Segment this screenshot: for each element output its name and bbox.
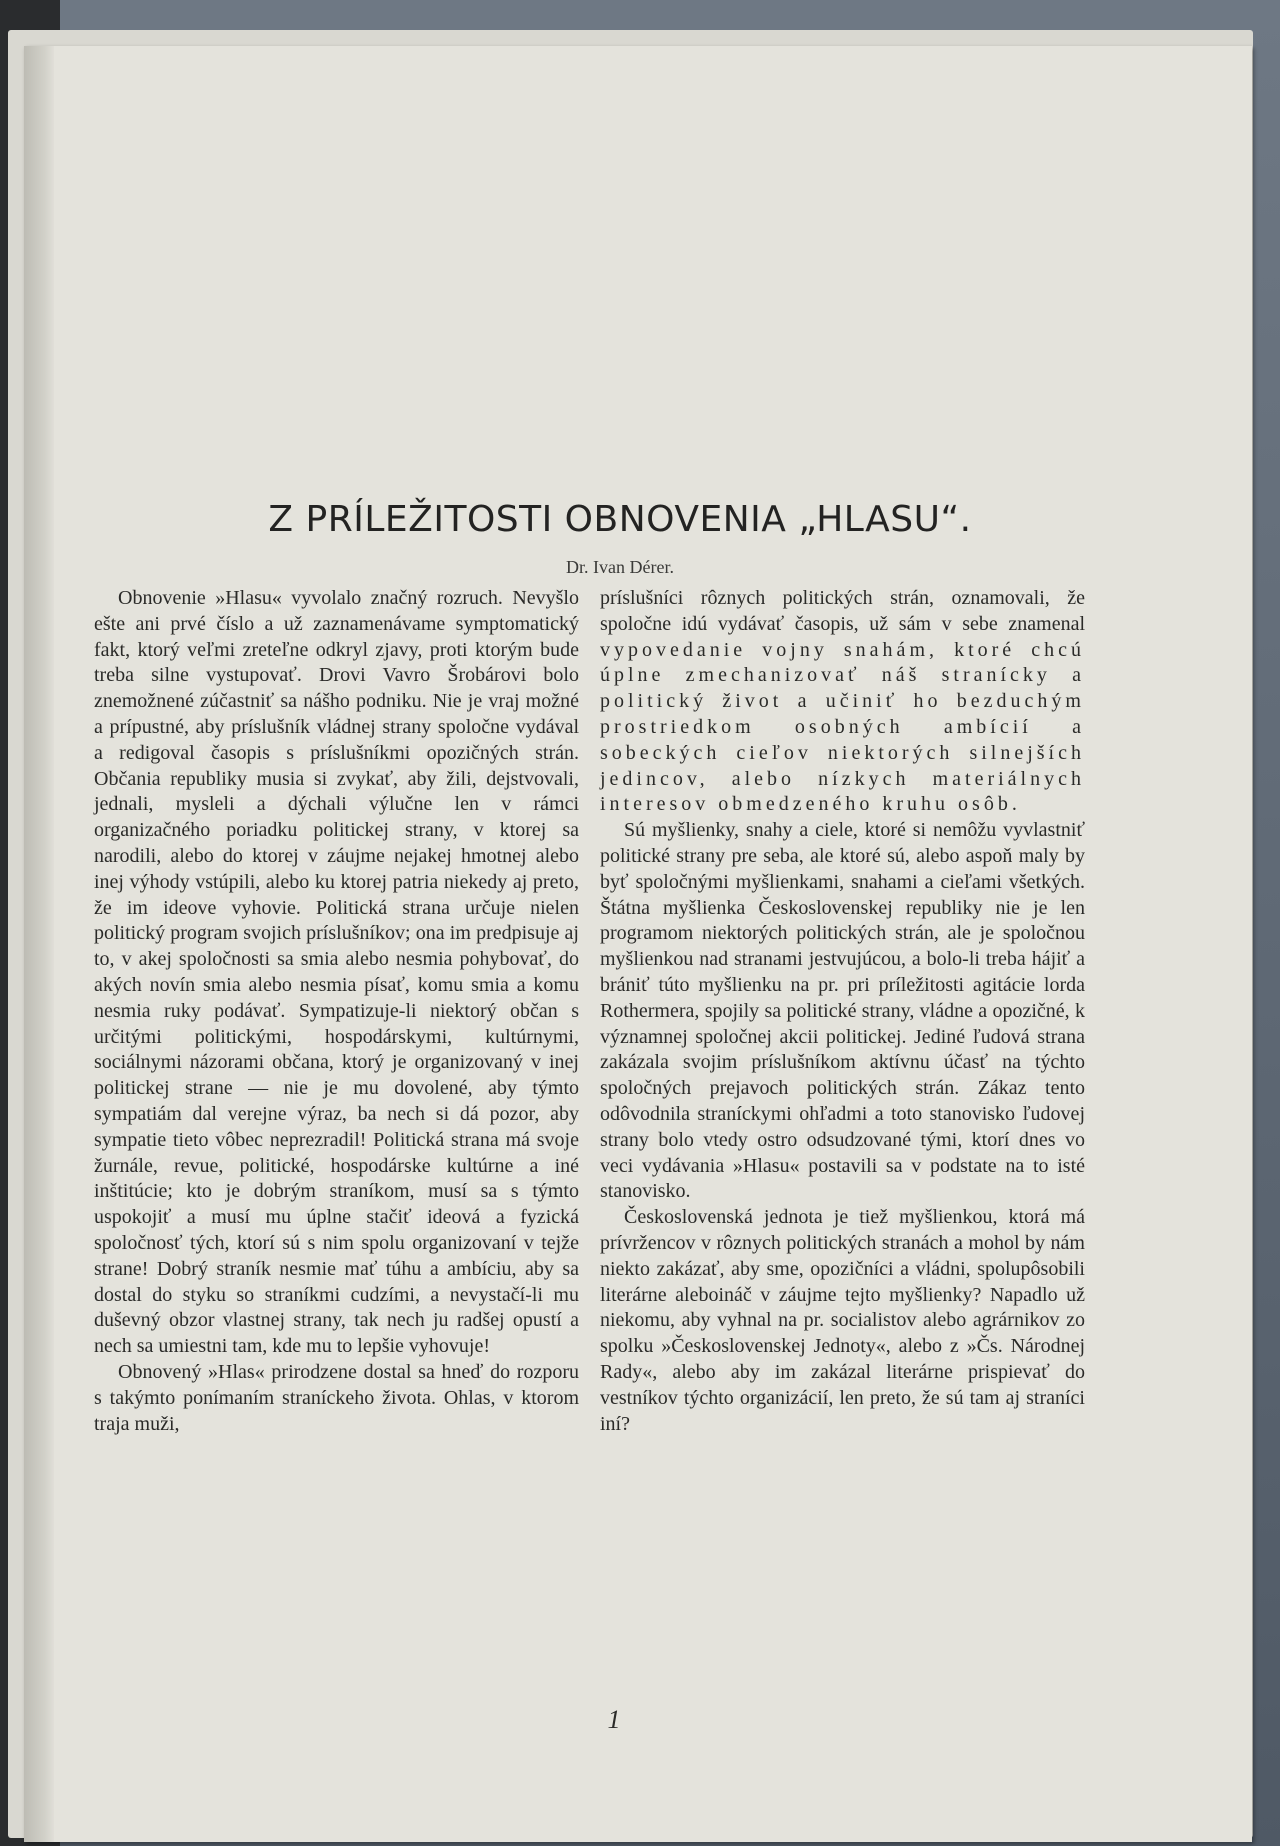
right-column bbox=[600, 586, 1085, 1686]
page-binding-shadow bbox=[24, 46, 54, 1842]
right-paragraph-1-spaced: vypovedanie vojny snahám, ktoré chcú úplne zmechanizovať náš stranícky a politický život a učiniť ho bezduchým prostriedkom osobných ambícií a sobeckých cieľov niektorých silnejších jedincov, alebo nízkych materiálnych interesov obmedzeného kruhu osôb. bbox=[600, 638, 1085, 816]
article-title: Z PRÍLEŽITOSTI OBNOVENIA „HLASU“. bbox=[268, 499, 972, 540]
left-column bbox=[94, 586, 579, 1686]
right-paragraph-1 bbox=[600, 586, 1085, 818]
right-paragraph-1-plain: príslušníci rôznych politických strán, oznamovali, že spoločne idú vydávať časopis, už sám v sebe znamenal bbox=[600, 587, 1085, 635]
left-paragraph-1: Obnovenie »Hlasu« vyvolalo značný rozruch. Nevyšlo ešte ani prvé číslo a už zaznamenávame symptomatický fakt, ktorý veľmi zreteľne odkryl zjavy, proti ktorým bude treba silne vystupovať. Drovi Vavro Šrobárovi bolo znemožnené zúčastniť sa nášho podniku. Nie je vraj možné a prípustné, aby príslušník vládnej strany spoločne vydával a redigoval časopis s príslušníkmi opozičných strán. Občania republiky musia si zvykať, aby žili, dejstvovali, jednali, mysleli a dýchali výlučne len v rámci organizačného poriadku politickej strany, v ktorej sa narodili, alebo do ktorej v záujme nejakej hmotnej alebo inej výhody vstúpili, alebo ku ktorej patria niekedy aj preto, že im ideove vyhovie. Politická strana určuje nielen politický program svojich príslušníkov; ona im predpisuje aj to, v akej spoločnosti sa smia alebo nesmia pohybovať, do akých novín smia alebo nesmia písať, komu smia a komu nesmia ruky podávať. Sympatizuje-li niektorý občan s určitými politickými, hospodárskymi, kultúrnymi, sociálnymi názorami občana, ktorý je organizovaný v inej politickej strane — nie je mu dovolené, aby týmto sympatiám dal verejne výraz, ba nech si dá pozor, aby sympatie tieto vôbec neprezradil! Politická strana má svoje žurnále, revue, politické, hospodárske kultúrne a iné inštitúcie; kto je dobrým straníkom, musí sa s týmto uspokojiť a musí mu úplne stačiť ideová a fyzická spoločnosť tých, ktorí sú s nim spolu organizovaní v tejže strane! Dobrý straník nesmie mať túhu a ambíciu, aby sa dostal do styku so straníkmi cudzími, a nevystačí-li mu duševný obzor vlastnej strany, tak nech ju radšej opustí a nech sa umiestni tam, kde mu to lepšie vyhovuje! bbox=[94, 587, 579, 1358]
right-paragraph-2: Sú myšlienky, snahy a ciele, ktoré si nemôžu vyvlastniť politické strany pre seba, ale ktoré sú, alebo aspoň maly by byť spoločnými myšlienkami, snahami a cieľami všetkých. Štátna myšlienka Československej republiky nie je len programom niektorých politických strán, ale je spoločnou myšlienkou nad stranami jestvujúcou, a bolo-li treba hájiť a brániť túto myšlienku na pr. pri príležitosti agitácie lorda Rothermera, spojily sa politické strany, vládne a opozičné, k významnej spoločnej akcii politickej. Jediné ľudová strana zakázala svojim príslušníkom aktívnu účasť na týchto spoločných prejavoch politických strán. Zákaz tento odôvodnila straníckymi ohľadmi a toto stanovisko ľudovej strany bolo vtedy ostro odsudzované tými, ktorí dnes vo veci vydávania »Hlasu« postavili sa v podstate na to isté stanovisko. bbox=[600, 819, 1085, 1203]
right-paragraph-3: Československá jednota je tiež myšlienkou, ktorá má prívržencov v rôznych politických stranách a mohol by nám niekto zakázať, aby sme, opozičníci a vládni, spolupôsobili literárne aleboináč v záujme tejto myšlienky? Napadlo už niekomu, aby vyhnal na pr. socialistov alebo agrárnikov zo spolku »Československej Jednoty«, alebo z »Čs. Národnej Rady«, alebo aby im zakázal literárne prispievať do vestníkov týchto organizácií, len preto, že sú tam aj straníci iní? bbox=[600, 1206, 1085, 1435]
page-number: 1 bbox=[607, 1705, 621, 1734]
left-paragraph-2: Obnovený »Hlas« prirodzene dostal sa hneď do rozporu s takýmto ponímaním straníckeho života. Ohlas, v ktorom traja muži, bbox=[94, 1360, 579, 1435]
article-author: Dr. Ivan Dérer. bbox=[566, 557, 674, 577]
